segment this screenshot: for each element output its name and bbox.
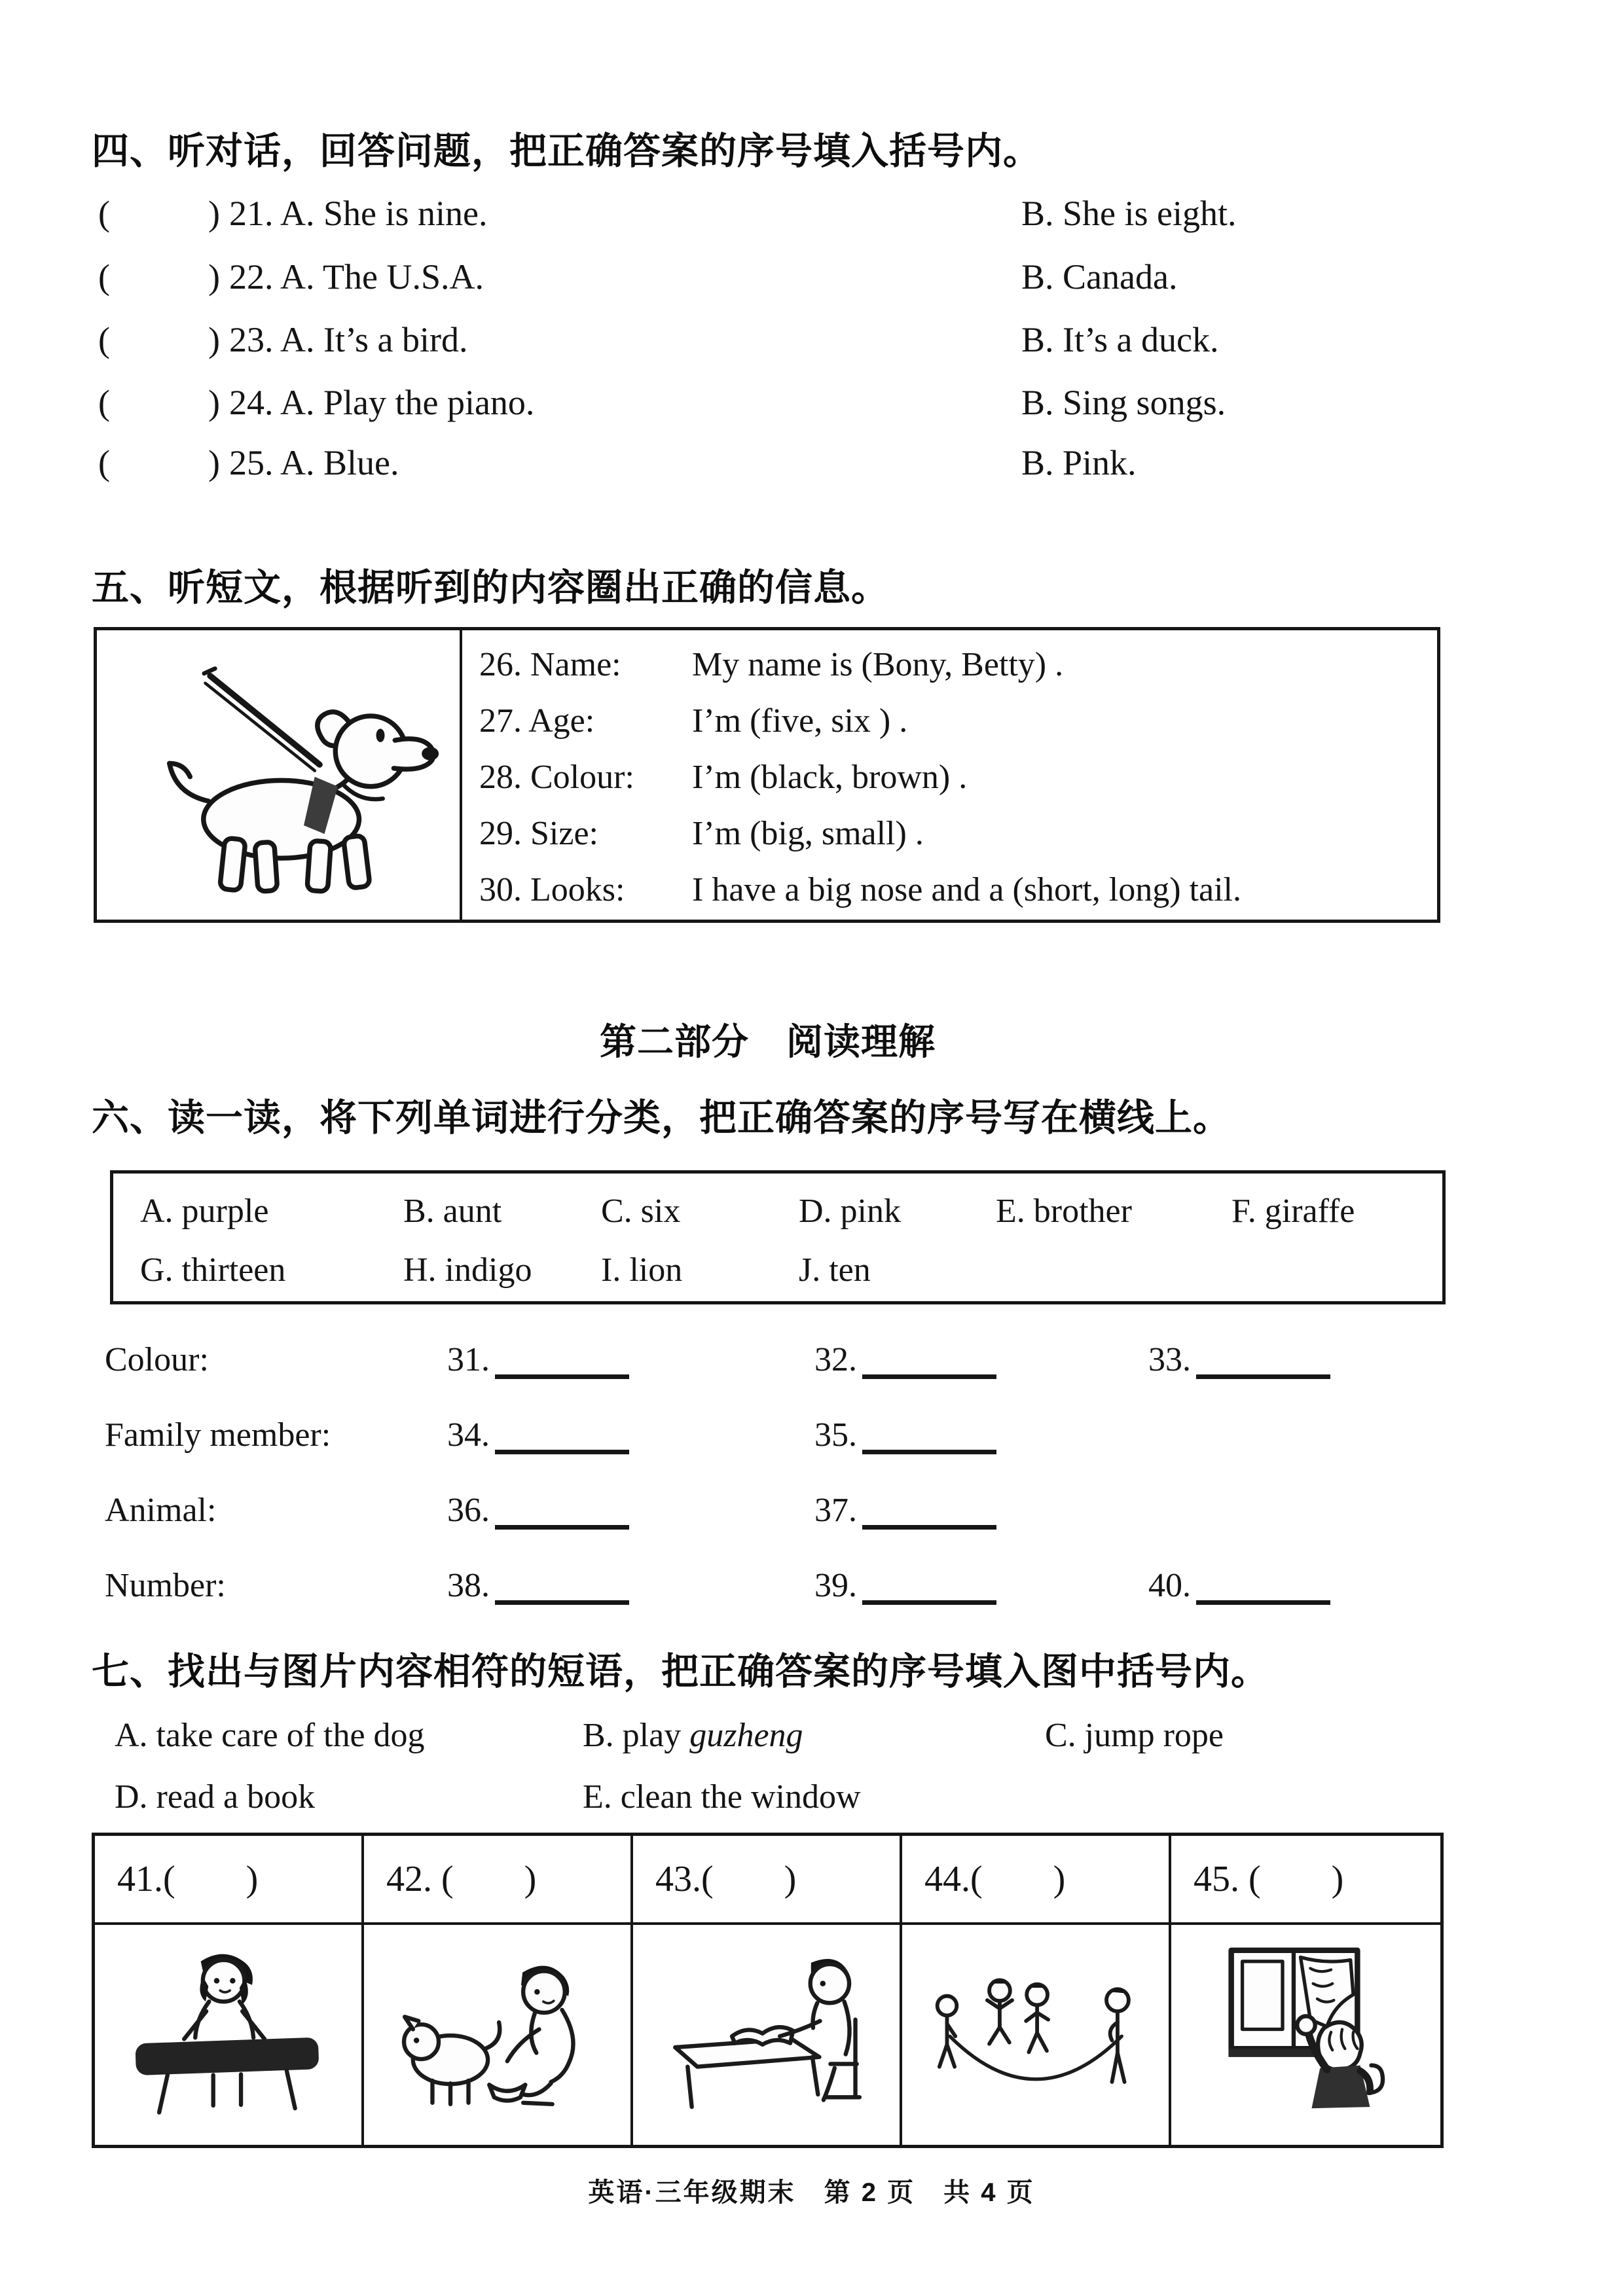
header-number: 44. [924,1859,970,1899]
part2-heading: 第二部分 阅读理解 [600,1021,936,1062]
circle-item-27 [479,693,1437,749]
item-text: I’m (five, six ) . [692,702,908,740]
header-paren-close: ) [784,1859,797,1899]
phrase-c: C. jump rope [1045,1717,1224,1754]
blank-32 [814,1340,996,1379]
header-paren-open: ( [441,1859,454,1899]
word-option: B. aunt [403,1193,502,1230]
word-option: F. giraffe [1231,1193,1355,1230]
answer-paren-close: ) [208,194,220,233]
boy-feeding-dog-image [380,1937,615,2133]
item-label: 26. Name: [479,646,621,683]
question-row-21 [98,193,1539,245]
phrase-b [583,1716,803,1755]
header-paren-open: ( [970,1859,983,1899]
item-text: I have a big nose and a (short, long) tail. [692,871,1241,908]
option-b-text: B. Pink. [1021,443,1137,482]
circle-item-30 [479,862,1437,918]
header-paren-open: ( [701,1859,714,1899]
blank-number: 31. [447,1341,490,1378]
phrase-b-italic: guzheng [689,1717,803,1754]
table-header-44 [902,1836,1171,1925]
blank-33 [1148,1340,1330,1379]
answer-line [1196,1340,1330,1379]
word-bank-row-2 [113,1251,1469,1289]
question-row-24 [98,382,1539,435]
blank-number: 38. [447,1567,490,1604]
word-option: J. ten [799,1251,871,1289]
blank-36 [447,1491,629,1530]
answer-line [495,1566,629,1605]
category-row-family [0,1416,1623,1475]
children-jumping-rope-image [918,1937,1154,2133]
woman-cleaning-window-image [1188,1937,1424,2133]
table-header-43 [633,1836,902,1925]
answer-line [1196,1566,1330,1605]
blank-40 [1148,1566,1330,1605]
dog-on-leash-image [108,637,448,912]
header-paren-close: ) [1331,1859,1344,1899]
blank-37 [814,1491,996,1530]
picture-match-table [92,1833,1444,2148]
answer-paren-open: ( [98,320,110,359]
answer-line [495,1340,629,1379]
word-option: C. six [601,1193,681,1230]
word-option: A. purple [140,1193,269,1230]
item-label: 30. Looks: [479,871,625,908]
item-text: My name is (Bony, Betty) . [692,646,1064,683]
option-b-text: B. She is eight. [1021,194,1237,233]
header-paren-open: ( [1249,1859,1261,1899]
question-row-22 [98,257,1539,309]
circle-item-26 [479,637,1437,693]
word-bank-row-1 [113,1192,1469,1230]
answer-line [862,1566,996,1605]
circle-item-29 [479,806,1437,862]
option-a-text: 22. A. The U.S.A. [228,257,484,296]
table-header-41 [95,1836,364,1925]
word-bank-box [110,1170,1446,1304]
option-b-text: B. Sing songs. [1021,383,1226,422]
page-footer: 英语·三年级期末 第 2 页 共 4 页 [588,2178,1035,2207]
section4-title: 四、听对话，回答问题，把正确答案的序号填入括号内。 [92,130,1041,172]
category-label: Number: [105,1567,226,1604]
phrase-d: D. read a book [115,1778,316,1816]
picture-cell-44 [902,1925,1171,2145]
answer-paren-open: ( [98,443,110,482]
header-number: 42. [386,1859,441,1899]
category-label: Colour: [105,1341,209,1378]
phrase-b-prefix: B. play [583,1717,690,1754]
dog-image-cell [97,630,462,920]
phrase-e: E. clean the window [583,1778,861,1816]
item-text: I’m (black, brown) . [692,759,968,796]
girl-playing-guzheng-image [111,1937,346,2133]
item-label: 28. Colour: [479,759,634,796]
answer-paren-open: ( [98,257,110,296]
header-number: 41. [117,1859,163,1899]
section5-items [462,630,1437,920]
answer-paren-close: ) [208,383,220,422]
blank-34 [447,1416,629,1454]
picture-cell-41 [95,1925,364,2145]
header-paren-close: ) [524,1859,537,1899]
blank-38 [447,1566,629,1605]
option-a-text: 24. A. Play the piano. [228,383,535,422]
table-header-42 [364,1836,633,1925]
blank-number: 32. [814,1341,857,1378]
answer-paren-close: ) [208,257,220,296]
word-option: I. lion [601,1251,683,1289]
blank-number: 36. [447,1492,490,1529]
header-paren-open: ( [163,1859,175,1899]
category-label: Animal: [105,1492,217,1529]
phrase-a: A. take care of the dog [115,1717,425,1754]
category-row-number [0,1566,1623,1625]
header-number: 43. [655,1859,701,1899]
blank-number: 33. [1148,1341,1191,1378]
category-label: Family member: [105,1416,331,1454]
question-row-25 [98,442,1539,495]
answer-paren-close: ) [208,443,220,482]
picture-cell-45 [1171,1925,1440,2145]
picture-cell-42 [364,1925,633,2145]
word-option: E. brother [996,1193,1132,1230]
answer-line [862,1416,996,1454]
section6-title: 六、读一读，将下列单词进行分类，把正确答案的序号写在横线上。 [92,1097,1231,1139]
option-b-text: B. Canada. [1021,257,1178,296]
answer-line [862,1491,996,1530]
option-a-text: 23. A. It’s a bird. [228,320,468,359]
option-a-text: 25. A. Blue. [228,443,399,482]
answer-line [495,1416,629,1454]
category-row-animal [0,1491,1623,1550]
blank-number: 40. [1148,1567,1191,1604]
answer-paren-close: ) [208,320,220,359]
blank-number: 37. [814,1492,857,1529]
answer-line [495,1491,629,1530]
blank-39 [814,1566,996,1605]
header-paren-close: ) [1053,1859,1066,1899]
item-label: 29. Size: [479,815,598,852]
blank-number: 34. [447,1416,490,1454]
blank-number: 35. [814,1416,857,1454]
option-b-text: B. It’s a duck. [1021,320,1219,359]
child-reading-book-image [649,1937,884,2133]
category-row-colour [0,1340,1623,1399]
item-label: 27. Age: [479,702,595,740]
header-number: 45. [1194,1859,1249,1899]
circle-item-28 [479,749,1437,806]
word-option: G. thirteen [140,1251,286,1289]
word-option: H. indigo [403,1251,532,1289]
item-text: I’m (big, small) . [692,815,924,852]
word-option: D. pink [799,1193,901,1230]
section7-title: 七、找出与图片内容相符的短语，把正确答案的序号填入图中括号内。 [92,1651,1269,1693]
answer-paren-open: ( [98,194,110,233]
blank-35 [814,1416,996,1454]
answer-line [862,1340,996,1379]
answer-paren-open: ( [98,383,110,422]
header-paren-close: ) [246,1859,259,1899]
blank-31 [447,1340,629,1379]
section5-box [94,627,1440,923]
section5-title: 五、听短文，根据听到的内容圈出正确的信息。 [92,567,889,609]
question-row-23 [98,319,1539,372]
option-a-text: 21. A. She is nine. [228,194,488,233]
blank-number: 39. [814,1567,857,1604]
table-header-45 [1171,1836,1440,1925]
picture-cell-43 [633,1925,902,2145]
